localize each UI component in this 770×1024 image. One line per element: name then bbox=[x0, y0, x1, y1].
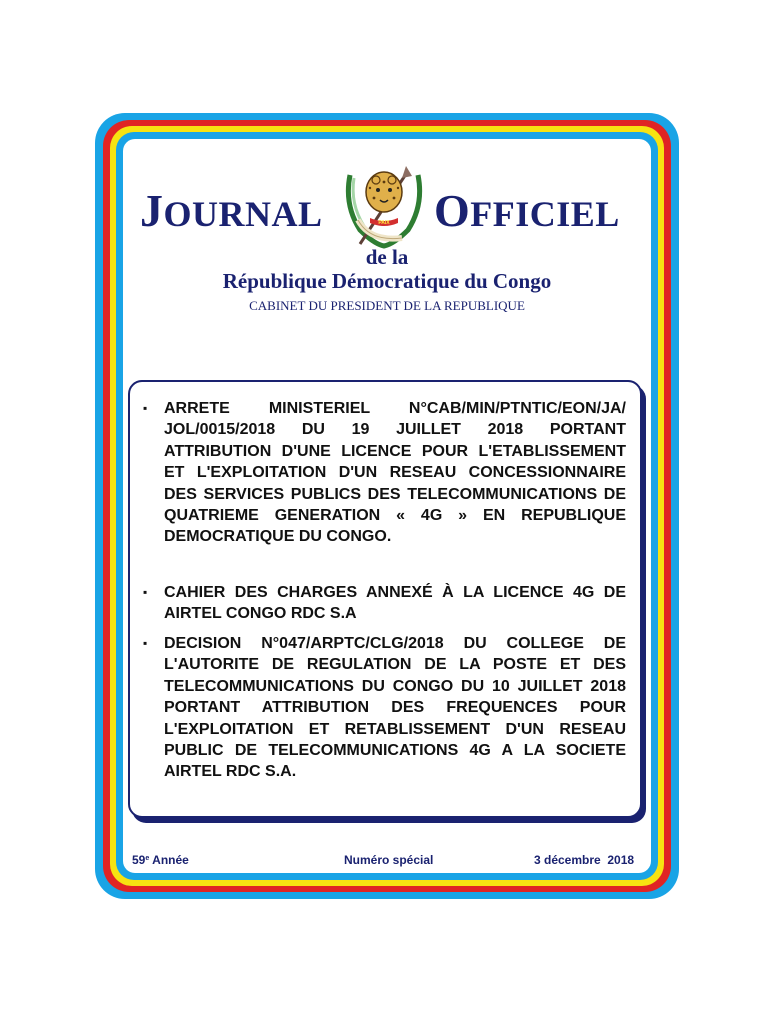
footer-year-edition: 59e Année bbox=[132, 853, 189, 867]
subtitle-cabinet: CABINET DU PRESIDENT DE LA REPUBLIQUE bbox=[249, 298, 525, 313]
subtitle-republic: République Démocratique du Congo bbox=[222, 269, 552, 293]
svg-text:PAIX: PAIX bbox=[378, 220, 390, 226]
title-officiel: OFFICIEL bbox=[434, 185, 620, 236]
subtitle-de-la: de la bbox=[365, 245, 409, 269]
contents-item: CAHIER DES CHARGES ANNEXÉ À LA LICENCE 4G DE AIRTEL CONGO RDC S.A bbox=[164, 584, 626, 623]
coat-of-arms-emblem bbox=[340, 160, 428, 250]
footer-issue-number: Numéro spécial bbox=[344, 853, 434, 867]
contents-item: ARRETE MINISTERIEL N°CAB/MIN/PTNTIC/EON/JA/ JOL/0015/2018 DU 19 JUILLET 2018 PORTANT ATTRIBUTION D'UNE LICENCE POUR L'ETABLISSEMENT ET L'EXPLOITATION D'UN RESEAU CONCESSIONNAIRE DES SERVICES PUBLICS DES TELECOMMUNICATIONS DE QUATRIEME GENERATION « 4G » EN REPUBLIQUE DEMOCRATIQUE DU CONGO. bbox=[164, 400, 626, 546]
bullet-icon: ▪ bbox=[143, 585, 148, 599]
title-journal: JOURNAL bbox=[140, 185, 323, 236]
footer-date: 3 décembre 2018 bbox=[534, 853, 635, 867]
bullet-icon: ▪ bbox=[143, 636, 148, 650]
bullet-icon: ▪ bbox=[143, 401, 148, 415]
contents-item: DECISION N°047/ARPTC/CLG/2018 DU COLLEGE DE L'AUTORITE DE REGULATION DE LA POSTE ET DES TELECOMMUNICATIONS DU CONGO DU 10 JUILLET 2018 PORTANT ATTRIBUTION DES FREQUENCES POUR L'EXPLOITATION ET RETABLISSEMENT D'UN RESEAU PUBLIC DE TELECOMMUNICATIONS 4G A LA SOCIETE AIRTEL RDC S.A. bbox=[164, 635, 626, 781]
